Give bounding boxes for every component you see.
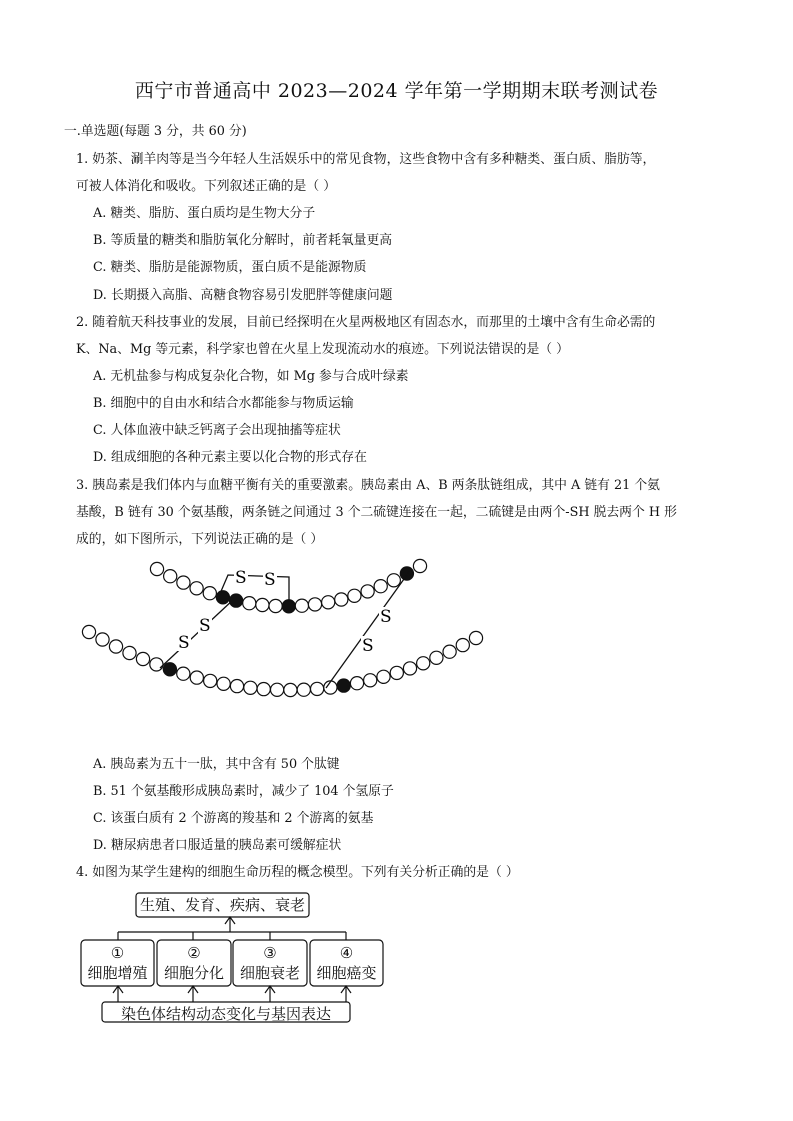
chain-b-residue xyxy=(244,681,257,694)
chain-b-residue xyxy=(403,662,416,675)
chain-b-residue xyxy=(297,683,310,696)
chain-b-residue xyxy=(163,663,176,676)
chain-b-residue xyxy=(350,677,363,690)
q2-stem-line2: K、Na、Mg 等元素，科学家也曾在火星上发现流动水的痕迹。下列说法错误的是（ ） xyxy=(76,342,569,357)
chain-b-residue xyxy=(377,670,390,683)
q3-option-d: D. 糖尿病患者口服适量的胰岛素可缓解症状 xyxy=(93,838,342,853)
chain-b-residue xyxy=(136,652,149,665)
chain-a-residue xyxy=(400,567,413,580)
q1-option-a: A. 糖类、脂肪、蛋白质均是生物大分子 xyxy=(93,206,316,221)
concept-box-1 xyxy=(81,943,154,983)
chain-b-residue xyxy=(230,680,243,693)
chain-b-residue xyxy=(284,683,297,696)
chain-a-residue xyxy=(177,576,190,589)
chain-b-residue xyxy=(150,658,163,671)
chain-a-residue xyxy=(335,593,348,606)
concept-box-2-num: ② xyxy=(187,944,201,962)
s-label-1: S xyxy=(235,568,247,588)
chain-b-residue xyxy=(109,640,122,653)
q3-stem-line3: 成的，如下图所示，下列说法正确的是（ ） xyxy=(76,532,324,547)
chain-b-residue xyxy=(271,683,284,696)
chain-a-residue xyxy=(203,587,216,600)
chain-b-residue xyxy=(96,633,109,646)
concept-box-3 xyxy=(233,943,307,983)
chain-b-residue xyxy=(257,683,270,696)
chain-a-residue xyxy=(150,562,163,575)
s-label-3: S xyxy=(199,616,211,636)
chain-b-residue xyxy=(456,639,469,652)
q1-stem-line2: 可被人体消化和吸收。下列叙述正确的是（ ） xyxy=(76,179,337,194)
chain-a-residue xyxy=(374,580,387,593)
chain-b-residue xyxy=(82,625,95,638)
chain-b-residue xyxy=(190,671,203,684)
chain-a-residue xyxy=(361,585,374,598)
chain-a-residue xyxy=(413,559,426,572)
concept-bottom-box: 染色体结构动态变化与基因表达 xyxy=(120,1005,331,1023)
section-heading: 一.单选题(每题 3 分，共 60 分) xyxy=(64,124,247,139)
q3-option-b: B. 51 个氨基酸形成胰岛素时，减少了 104 个氢原子 xyxy=(93,784,394,799)
concept-box-4-label: 细胞癌变 xyxy=(316,964,377,982)
concept-top-box: 生殖、发育、疾病、衰老 xyxy=(139,896,305,914)
s-label-5: S xyxy=(380,607,392,627)
page-title: 西宁市普通高中 2023—2024 学年第一学期期末联考测试卷 xyxy=(134,80,659,102)
insulin-chain-b xyxy=(82,625,482,696)
chain-b-residue xyxy=(123,646,136,659)
chain-a-residue xyxy=(348,589,361,602)
chain-b-residue xyxy=(364,674,377,687)
chain-a-residue xyxy=(243,597,256,610)
chain-b-residue xyxy=(204,674,217,687)
q1-option-b: B. 等质量的糖类和脂肪氧化分解时，前者耗氧量更高 xyxy=(93,233,393,248)
chain-b-residue xyxy=(443,645,456,658)
chain-b-residue xyxy=(217,677,230,690)
chain-b-residue xyxy=(430,651,443,664)
concept-box-3-num: ③ xyxy=(263,944,277,962)
q2-stem-line1: 2. 随着航天科技事业的发展，目前已经探明在火星两极地区有固态水，而那里的土壤中含有生命必需的 xyxy=(76,315,656,330)
chain-a-residue xyxy=(269,599,282,612)
q3-stem-line1: 3. 胰岛素是我们体内与血糖平衡有关的重要激素。胰岛素由 A、B 两条肽链组成，其中 A 链有 21 个氨 xyxy=(76,478,660,493)
concept-box-2-label: 细胞分化 xyxy=(163,964,224,982)
chain-a-residue xyxy=(190,582,203,595)
concept-box-3-label: 细胞衰老 xyxy=(239,964,300,982)
concept-box-4-num: ④ xyxy=(339,944,354,962)
chain-a-residue xyxy=(216,591,229,604)
s-label-6: S xyxy=(362,636,374,656)
q3-stem-line2: 基酸，B 链有 30 个氨基酸，两条链之间通过 3 个二硫键连接在一起，二硫键是由两个-SH 脱去两个 H 形 xyxy=(76,505,677,520)
q3-option-c: C. 该蛋白质有 2 个游离的羧基和 2 个游离的氨基 xyxy=(93,811,374,826)
concept-box-4 xyxy=(310,943,383,983)
q1-stem-line1: 1. 奶茶、涮羊肉等是当今年轻人生活娱乐中的常见食物，这些食物中含有多种糖类、蛋白质、脂肪等， xyxy=(76,152,656,167)
s-label-4: S xyxy=(178,633,190,653)
q1-option-d: D. 长期摄入高脂、高糖食物容易引发肥胖等健康问题 xyxy=(93,288,393,303)
chain-a-residue xyxy=(295,599,308,612)
concept-box-1-label: 细胞增殖 xyxy=(87,964,148,982)
concept-box-2 xyxy=(157,943,231,983)
q2-option-c: C. 人体血液中缺乏钙离子会出现抽搐等症状 xyxy=(93,423,341,438)
chain-b-residue xyxy=(337,679,350,692)
q2-option-a: A. 无机盐参与构成复杂化合物，如 Mg 参与合成叶绿素 xyxy=(93,369,409,384)
q3-option-a: A. 胰岛素为五十一肽，其中含有 50 个肽键 xyxy=(93,757,340,772)
q1-option-c: C. 糖类、脂肪是能源物质，蛋白质不是能源物质 xyxy=(93,260,367,275)
q2-option-b: B. 细胞中的自由水和结合水都能参与物质运输 xyxy=(93,396,354,411)
chain-b-residue xyxy=(417,657,430,670)
chain-b-residue xyxy=(311,682,324,695)
chain-b-residue xyxy=(390,666,403,679)
q4-stem: 4. 如图为某学生建构的细胞生命历程的概念模型。下列有关分析正确的是（ ） xyxy=(76,865,519,880)
chain-a-residue xyxy=(308,598,321,611)
chain-b-residue xyxy=(177,667,190,680)
chain-b-residue xyxy=(469,631,482,644)
concept-box-1-num: ① xyxy=(110,944,125,962)
chain-a-residue xyxy=(164,570,177,583)
q2-option-d: D. 组成细胞的各种元素主要以化合物的形式存在 xyxy=(93,450,367,465)
chain-a-residue xyxy=(322,596,335,609)
chain-a-residue xyxy=(387,574,400,587)
chain-a-residue xyxy=(256,598,269,611)
s-label-2: S xyxy=(264,570,276,590)
